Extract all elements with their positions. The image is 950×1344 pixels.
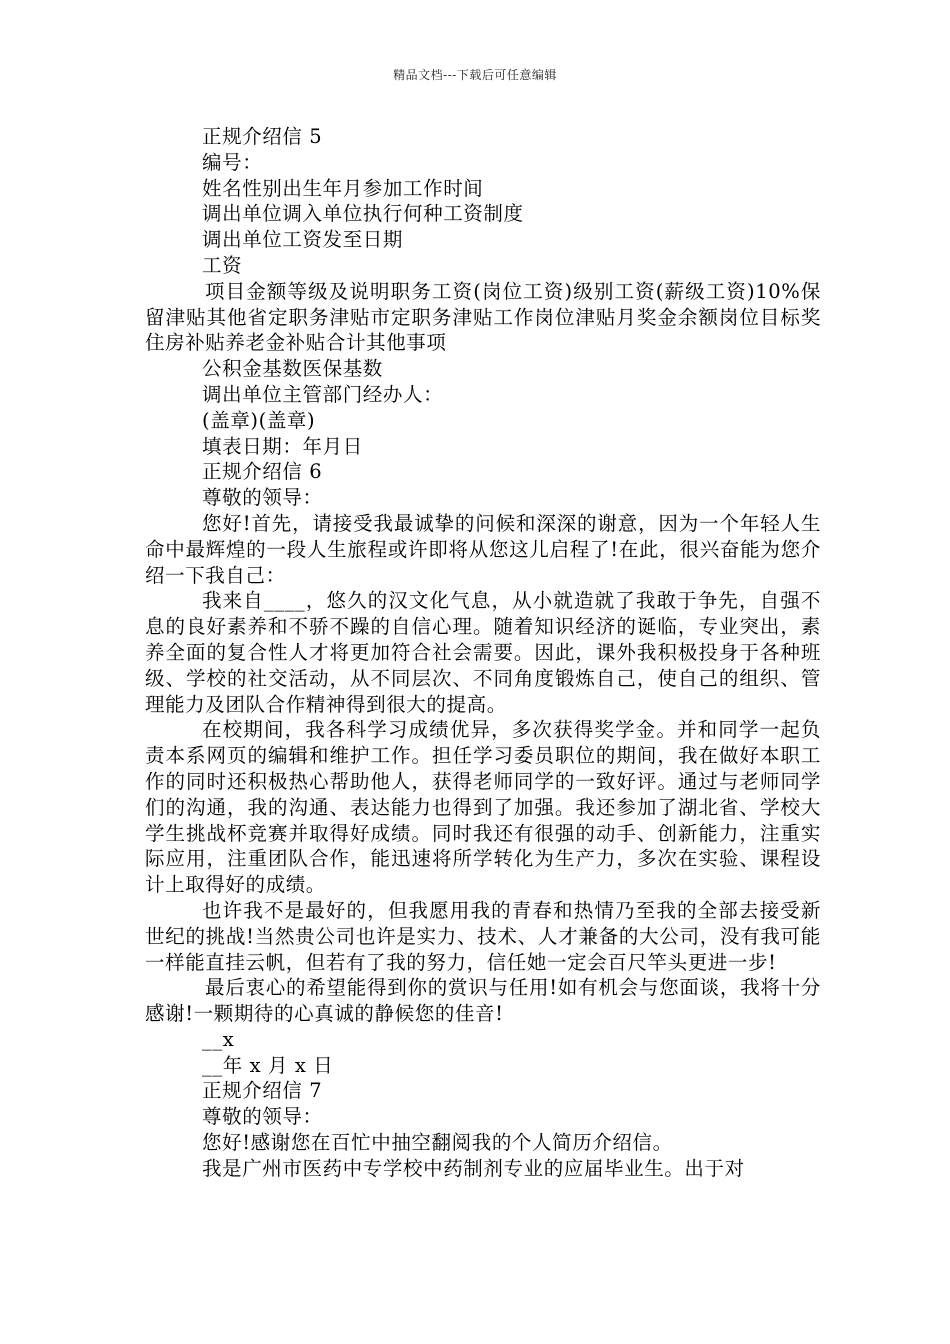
body-paragraph: 我是广州市医药中专学校中药制剂专业的应届毕业生。出于对 (202, 1156, 745, 1180)
letter-title: 正规介绍信 6 (202, 460, 323, 484)
serial-number-label: 编号： (202, 150, 263, 174)
form-line: 调出单位主管部门经办人： (202, 382, 444, 406)
letter-title: 正规介绍信 5 (202, 125, 323, 148)
form-line: 调出单位调入单位执行何种工资制度 (202, 202, 524, 226)
body-paragraph: 您好!感谢您在百忙中抽空翻阅我的个人简历介绍信。 (202, 1131, 673, 1155)
form-line: 姓名性别出生年月参加工作时间 (202, 176, 484, 200)
fill-date-line: 填表日期：年月日 (202, 434, 363, 458)
letter-title: 正规介绍信 7 (202, 1079, 323, 1103)
form-line: 公积金基数医保基数 (202, 357, 383, 381)
body-paragraph: 最后衷心的希望能得到你的赏识与任用!如有机会与您面谈，我将十分感谢!一颗期待的心真诚的静候您的佳音! (145, 976, 821, 1026)
body-paragraph: 也许我不是最好的，但我愿用我的青春和热情乃至我的全部去接受新世纪的挑战!当然贵公司也许是实力、技术、人才兼备的大公司，没有我可能一样能直挂云帆，但若有了我的努力，信任她一定会百尺竿头更进一步! (145, 898, 821, 974)
document-body (145, 124, 821, 1182)
signature-line: __x (202, 1027, 235, 1051)
salutation: 尊敬的领导： (202, 486, 323, 510)
date-line: __年 x 月 x 日 (202, 1053, 334, 1077)
salutation: 尊敬的领导： (202, 1105, 323, 1129)
seal-line: (盖章)(盖章) (202, 408, 316, 432)
body-paragraph: 在校期间，我各科学习成绩优异，多次获得奖学金。并和同学一起负责本系网页的编辑和维护工作。担任学习委员职位的期间，我在做好本职工作的同时还积极热心帮助他人，获得老师同学的一致好评。通过与老师同学们的沟通，我的沟通、表达能力也得到了加强。我还参加了湖北省、学校大学生挑战杯竞赛并取得好成绩。同时我还有很强的动手、创新能力，注重实际应用，注重团队合作，能迅速将所学转化为生产力，多次在实验、课程设计上取得好的成绩。 (145, 718, 821, 897)
salary-items-paragraph: 项目金额等级及说明职务工资(岗位工资)级别工资(薪级工资)10%保留津贴其他省定职务津贴市定职务津贴工作岗位津贴月奖金余额岗位目标奖住房补贴养老金补贴合计其他事项 (145, 279, 821, 355)
page-header: 精品文档---下载后可任意编辑 (393, 68, 557, 82)
form-line: 调出单位工资发至日期 (202, 228, 404, 252)
body-paragraph: 您好!首先，请接受我最诚挚的问候和深深的谢意，因为一个年轻人生命中最辉煌的一段人生旅程或许即将从您这儿启程了!在此，很兴奋能为您介绍一下我自己： (145, 511, 821, 587)
form-line: 工资 (202, 253, 243, 277)
body-paragraph: 我来自____，悠久的汉文化气息，从小就造就了我敢于争先，自强不息的良好素养和不骄不躁的自信心理。随着知识经济的诞临，专业突出，素养全面的复合性人才将更加符合社会需要。因此，课外我积极投身于各种班级、学校的社交活动，从不同层次、不同角度锻炼自己，使自己的组织、管理能力及团队合作精神得到很大的提高。 (145, 589, 821, 716)
